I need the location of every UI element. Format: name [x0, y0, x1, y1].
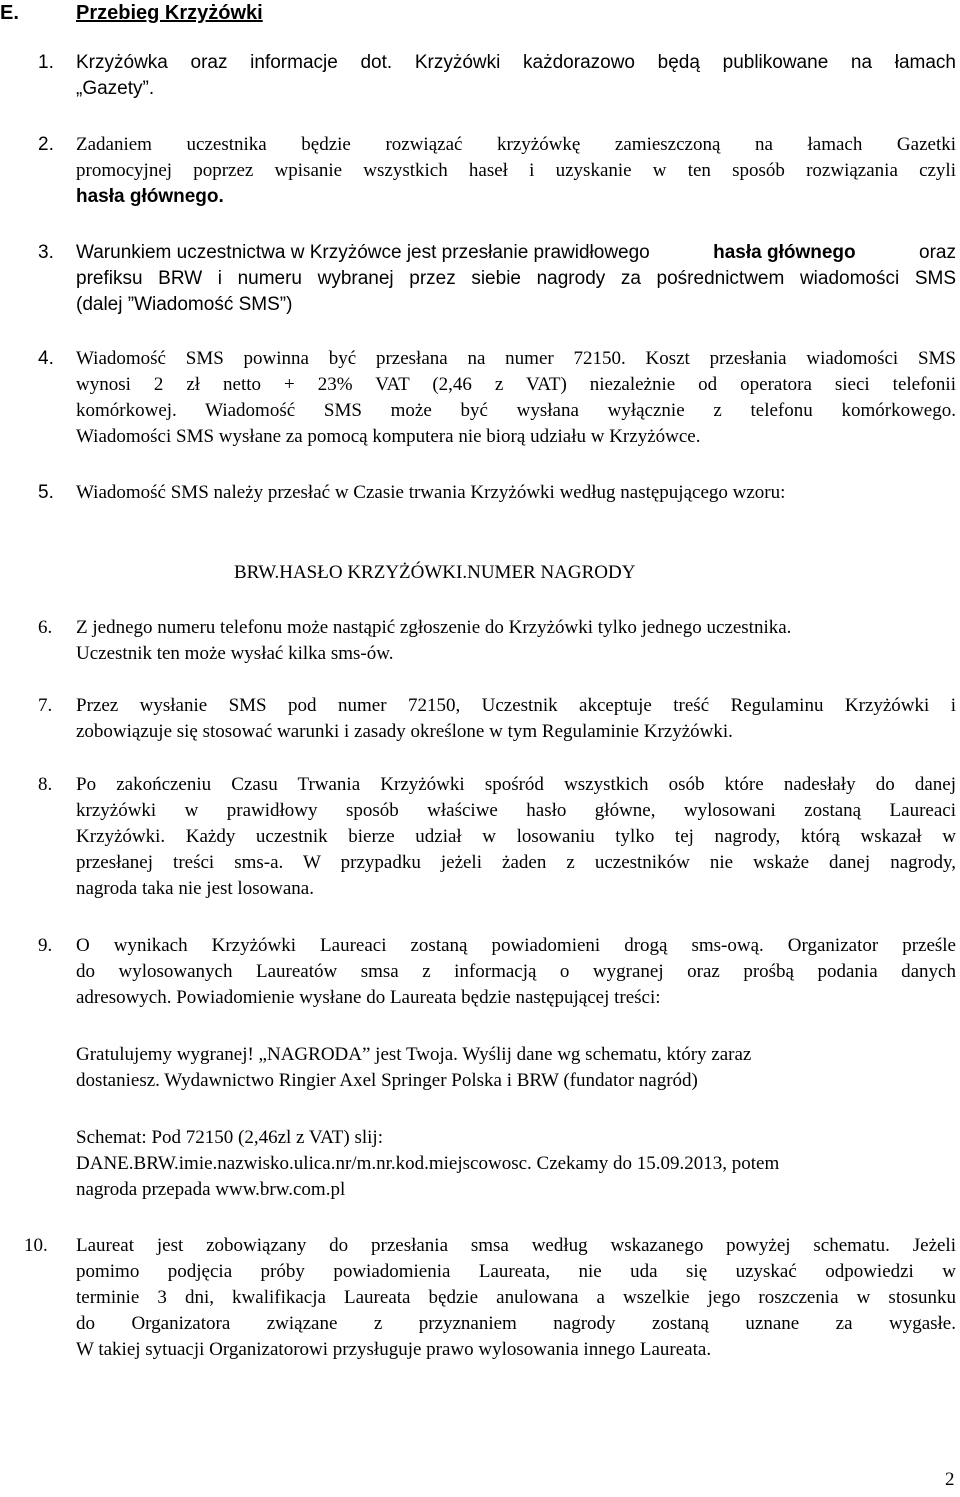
item-3-bold-term: hasła głównego: [713, 242, 856, 263]
item-8-line-5: nagroda taka nie jest losowana.: [76, 878, 314, 899]
item-4-line-3: komórkowej. Wiadomość SMS może być wysłana wyłącznie z telefonu komórkowego.: [76, 400, 956, 421]
item-number: 4.: [38, 348, 54, 369]
item-number: 7.: [38, 695, 53, 716]
item-number: 6.: [38, 617, 53, 638]
item-5-line-1: Wiadomość SMS należy przesłać w Czasie trwania Krzyżówki według następującego wzoru:: [76, 482, 786, 503]
section-title: Przebieg Krzyżówki: [76, 2, 263, 24]
section-letter: E.: [0, 2, 19, 24]
item-9-line-1: O wynikach Krzyżówki Laureaci zostaną powiadomieni drogą sms-ową. Organizator prześle: [76, 935, 956, 956]
item-number: 1.: [38, 52, 54, 73]
item-3-line-3: (dalej ”Wiadomość SMS”): [76, 294, 293, 315]
item-8-line-4: przesłanej treści sms-a. W przypadku jeżeli żaden z uczestników nie wskaże danej nagrody,: [76, 852, 956, 873]
item-8-line-2: krzyżówki w prawidłowy sposób właściwe hasło główne, wylosowani zostaną Laureaci: [76, 800, 956, 821]
item-2-line-1: Zadaniem uczestnika będzie rozwiązać krzyżówkę zamieszczoną na łamach Gazetki: [76, 134, 956, 155]
item-10-line-5: W takiej sytuacji Organizatorowi przysługuje prawo wylosowania innego Laureata.: [76, 1339, 712, 1360]
item-number: 2.: [38, 134, 54, 155]
item-10-line-4: do Organizatora związane z przyznaniem nagrody zostaną uznane za wygasłe.: [76, 1313, 956, 1334]
item-4-line-4: Wiadomości SMS wysłane za pomocą komputera nie biorą udziału w Krzyżówce.: [76, 426, 701, 447]
item-8-line-3: Krzyżówki. Każdy uczestnik bierze udział w losowaniu tylko tej nagrody, którą wskazał w: [76, 826, 956, 847]
item-3-text-c: oraz: [919, 242, 956, 263]
item-3-text-a: Warunkiem uczestnictwa w Krzyżówce jest przesłanie prawidłowego: [76, 242, 650, 263]
item-10-line-2: pomimo podjęcia próby powiadomienia Laureata, nie uda się uzyskać odpowiedzi w: [76, 1261, 956, 1282]
item-9-line-3: adresowych. Powiadomienie wysłane do Laureata będzie następującej treści:: [76, 987, 661, 1008]
item-4-line-2: wynosi 2 zł netto + 23% VAT (2,46 z VAT) niezależnie od operatora sieci telefonii: [76, 374, 956, 395]
item-8-line-1: Po zakończeniu Czasu Trwania Krzyżówki spośród wszystkich osób które nadesłały do danej: [76, 774, 956, 795]
item-3-line-2: prefiksu BRW i numeru wybranej przez siebie nagrody za pośrednictwem wiadomości SMS: [76, 268, 956, 289]
item-number: 5.: [38, 482, 54, 503]
schema-line-3: nagroda przepada www.brw.com.pl: [76, 1179, 346, 1200]
item-1-line-1: Krzyżówka oraz informacje dot. Krzyżówki każdorazowo będą publikowane na łamach: [76, 52, 956, 73]
item-number: 3.: [38, 242, 54, 263]
page-number: 2: [945, 1469, 955, 1490]
item-7-line-2: zobowiązuje się stosować warunki i zasady określone w tym Regulaminie Krzyżówki.: [76, 721, 733, 742]
item-2-line-2: promocyjnej poprzez wpisanie wszystkich haseł i uzyskanie w ten sposób rozwiązania czyli: [76, 160, 956, 181]
item-10-line-1: Laureat jest zobowiązany do przesłania smsa według wskazanego powyżej schematu. Jeżeli: [76, 1235, 956, 1256]
sms-pattern: BRW.HASŁO KRZYŻÓWKI.NUMER NAGRODY: [234, 562, 636, 583]
item-2-line-3: hasła głównego.: [76, 186, 224, 207]
item-1-line-2: „Gazety”.: [76, 78, 155, 99]
item-3-line-1: [76, 240, 956, 266]
item-7-line-1: Przez wysłanie SMS pod numer 72150, Uczestnik akceptuje treść Regulaminu Krzyżówki i: [76, 695, 956, 716]
schema-line-2: DANE.BRW.imie.nazwisko.ulica.nr/m.nr.kod.miejscowosc. Czekamy do 15.09.2013, potem: [76, 1153, 780, 1174]
schema-line-1: Schemat: Pod 72150 (2,46zl z VAT) slij:: [76, 1127, 383, 1148]
section-heading: [0, 0, 263, 26]
notification-message-line-2: dostaniesz. Wydawnictwo Ringier Axel Springer Polska i BRW (fundator nagród): [76, 1070, 698, 1091]
item-4-line-1: Wiadomość SMS powinna być przesłana na numer 72150. Koszt przesłania wiadomości SMS: [76, 348, 956, 369]
item-number: 8.: [38, 774, 53, 795]
item-6-line-1: Z jednego numeru telefonu może nastąpić zgłoszenie do Krzyżówki tylko jednego uczestnika.: [76, 617, 792, 638]
item-10-line-3: terminie 3 dni, kwalifikacja Laureata będzie anulowana a wszelkie jego roszczenia w stosunku: [76, 1287, 956, 1308]
notification-message-line-1: Gratulujemy wygranej! „NAGRODA” jest Twoja. Wyślij dane wg schematu, który zaraz: [76, 1044, 752, 1065]
item-6-line-2: Uczestnik ten może wysłać kilka sms-ów.: [76, 643, 394, 664]
item-9-line-2: do wylosowanych Laureatów smsa z informacją o wygranej oraz prośbą podania danych: [76, 961, 956, 982]
item-number: 9.: [38, 935, 53, 956]
item-number: 10.: [24, 1235, 48, 1256]
